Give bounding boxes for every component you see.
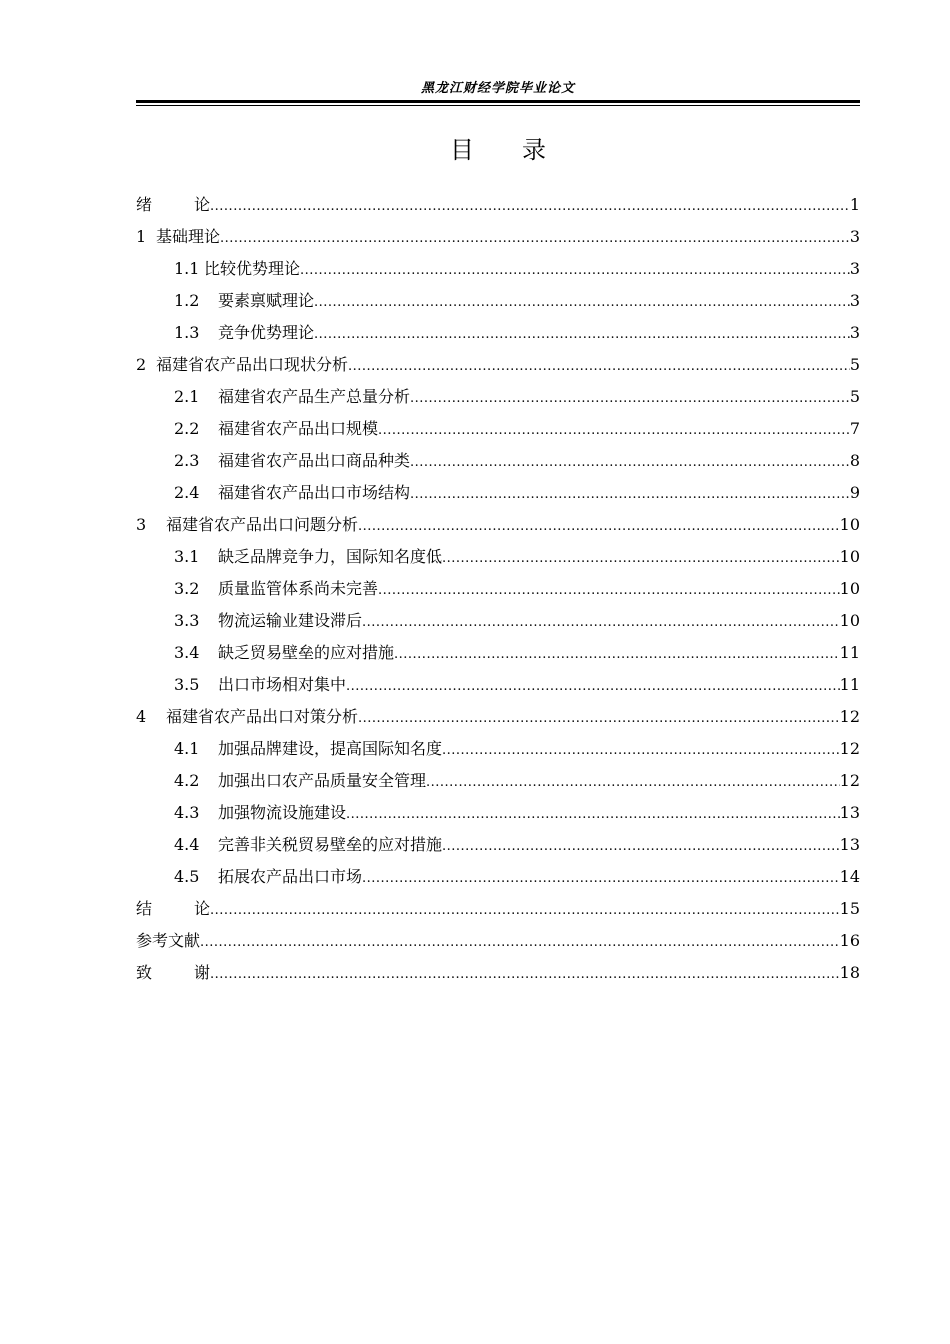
toc-entry-title: 比较优势理论: [204, 259, 301, 278]
toc-entry-section-1-2[interactable]: [136, 288, 860, 320]
running-header-title: 黑龙江财经学院毕业论文: [420, 81, 575, 96]
dot-leader: [410, 482, 850, 508]
toc-entry-section-4-1[interactable]: [136, 736, 860, 768]
toc-entry-number: 2.4: [174, 483, 200, 502]
toc-entry-title: 绪 论: [136, 195, 211, 214]
toc-heading-char-2: 录: [522, 136, 546, 164]
toc-entry-references[interactable]: [136, 928, 860, 960]
toc-entry-title: 质量监管体系尚未完善: [218, 579, 379, 598]
toc-entry-title: 福建省农产品出口现状分析: [156, 355, 349, 374]
toc-entry-title: 基础理论: [156, 227, 221, 246]
toc-entry-title: 出口市场相对集中: [218, 675, 347, 694]
toc-entry-number: 4.1: [174, 739, 200, 758]
toc-entry-title: 竞争优势理论: [218, 323, 315, 342]
toc-page-number: 10: [839, 579, 860, 598]
toc-entry-chapter-4[interactable]: [136, 704, 860, 736]
toc-entry-number: 4: [136, 707, 147, 726]
toc-entry-number: 4.3: [174, 803, 200, 822]
toc-page-number: 3: [849, 323, 860, 342]
toc-entry-number: 1.1: [174, 259, 200, 278]
dot-leader: [314, 290, 850, 316]
dot-leader: [358, 706, 840, 732]
toc-entry-section-2-4[interactable]: [136, 480, 860, 512]
toc-entry-acknowledgements[interactable]: [136, 960, 860, 992]
toc-entry-number: 3.4: [174, 643, 200, 662]
toc-entry-title: 加强品牌建设，提高国际知名度: [218, 739, 443, 758]
toc-entry-conclusion[interactable]: [136, 896, 860, 928]
toc-entry-section-3-4[interactable]: [136, 640, 860, 672]
dot-leader: [348, 354, 850, 380]
toc-entry-number: 2.3: [174, 451, 200, 470]
toc-entry-title: 致 谢: [136, 963, 211, 982]
toc-page-number: 10: [839, 611, 860, 630]
toc-entry-title: 加强出口农产品质量安全管理: [218, 771, 427, 790]
toc-page-number: 12: [839, 739, 860, 758]
toc-entry-title: 缺乏贸易壁垒的应对措施: [218, 643, 395, 662]
toc-entry-section-3-1[interactable]: [136, 544, 860, 576]
toc-entry-number: 3.3: [174, 611, 200, 630]
toc-entry-number: 4.4: [174, 835, 200, 854]
toc-page-number: 8: [849, 451, 860, 470]
toc-entry-title: 结 论: [136, 899, 211, 918]
dot-leader: [346, 674, 840, 700]
toc-entry-section-2-3[interactable]: [136, 448, 860, 480]
table-of-contents: [136, 192, 860, 992]
toc-entry-title: 福建省农产品出口问题分析: [166, 515, 359, 534]
toc-entry-section-2-2[interactable]: [136, 416, 860, 448]
toc-entry-title: 福建省农产品出口对策分析: [166, 707, 359, 726]
dot-leader: [220, 226, 850, 252]
toc-entry-number: 1: [136, 227, 147, 246]
toc-entry-section-4-4[interactable]: [136, 832, 860, 864]
dot-leader: [378, 578, 840, 604]
toc-entry-title: 物流运输业建设滞后: [218, 611, 363, 630]
toc-page-number: 3: [849, 291, 860, 310]
toc-page-number: 13: [839, 835, 860, 854]
toc-entry-section-4-5[interactable]: [136, 864, 860, 896]
toc-page-number: 11: [839, 643, 860, 662]
dot-leader: [426, 770, 840, 796]
toc-entry-title: 拓展农产品出口市场: [218, 867, 363, 886]
toc-page-number: 15: [839, 899, 860, 918]
toc-page-number: 5: [849, 355, 860, 374]
toc-entry-number: 1.2: [174, 291, 200, 310]
dot-leader: [442, 834, 840, 860]
toc-entry-section-3-2[interactable]: [136, 576, 860, 608]
toc-entry-chapter-3[interactable]: [136, 512, 860, 544]
toc-entry-section-4-3[interactable]: [136, 800, 860, 832]
toc-page-number: 12: [839, 771, 860, 790]
toc-page-number: 12: [839, 707, 860, 726]
toc-entry-title: 福建省农产品出口市场结构: [218, 483, 411, 502]
dot-leader: [378, 418, 850, 444]
dot-leader: [358, 514, 840, 540]
toc-entry-number: 2.2: [174, 419, 200, 438]
toc-entry-title: 缺乏品牌竞争力，国际知名度低: [218, 547, 443, 566]
toc-entry-number: 3: [136, 515, 147, 534]
toc-entry-title: 要素禀赋理论: [218, 291, 315, 310]
dot-leader: [410, 450, 850, 476]
toc-entry-title: 加强物流设施建设: [218, 803, 347, 822]
toc-page-number: 3: [849, 227, 860, 246]
toc-page-number: 13: [839, 803, 860, 822]
toc-entry-section-1-3[interactable]: [136, 320, 860, 352]
dot-leader: [300, 258, 850, 284]
toc-entry-number: 3.2: [174, 579, 200, 598]
toc-entry-section-1-1[interactable]: [136, 256, 860, 288]
toc-entry-title: 福建省农产品出口规模: [218, 419, 379, 438]
toc-entry-number: 3.1: [174, 547, 200, 566]
header-rule-thin: [136, 105, 860, 106]
toc-page-number: 18: [839, 963, 860, 982]
toc-entry-number: 1.3: [174, 323, 200, 342]
dot-leader: [210, 194, 850, 220]
toc-page-number: 7: [849, 419, 860, 438]
toc-heading: [136, 134, 860, 166]
dot-leader: [210, 898, 840, 924]
dot-leader: [410, 386, 850, 412]
toc-heading-char-1: 目: [450, 136, 474, 164]
toc-entry-section-2-1[interactable]: [136, 384, 860, 416]
toc-page-number: 10: [839, 547, 860, 566]
toc-page-number: 3: [849, 259, 860, 278]
toc-page-number: 11: [839, 675, 860, 694]
toc-entry-chapter-2[interactable]: [136, 352, 860, 384]
toc-entry-number: 2: [136, 355, 147, 374]
toc-entry-introduction[interactable]: [136, 192, 860, 224]
toc-page-number: 10: [839, 515, 860, 534]
dot-leader: [314, 322, 850, 348]
toc-entry-title: 福建省农产品出口商品种类: [218, 451, 411, 470]
dot-leader: [442, 738, 840, 764]
dot-leader: [442, 546, 840, 572]
toc-entry-number: 3.5: [174, 675, 200, 694]
toc-page-number: 16: [839, 931, 860, 950]
toc-entry-title: 福建省农产品生产总量分析: [218, 387, 411, 406]
dot-leader: [362, 866, 840, 892]
toc-entry-number: 4.2: [174, 771, 200, 790]
toc-entry-title: 完善非关税贸易壁垒的应对措施: [218, 835, 443, 854]
toc-page-number: 1: [849, 195, 860, 214]
toc-entry-number: 2.1: [174, 387, 200, 406]
dot-leader: [346, 802, 840, 828]
toc-entry-number: 4.5: [174, 867, 200, 886]
toc-page-number: 14: [839, 867, 860, 886]
toc-page-number: 5: [849, 387, 860, 406]
toc-entry-section-3-5[interactable]: [136, 672, 860, 704]
toc-entry-section-3-3[interactable]: [136, 608, 860, 640]
dot-leader: [210, 962, 840, 988]
dot-leader: [362, 610, 840, 636]
header-rule-thick: [136, 100, 860, 103]
dot-leader: [394, 642, 840, 668]
toc-entry-section-4-2[interactable]: [136, 768, 860, 800]
toc-entry-chapter-1[interactable]: [136, 224, 860, 256]
toc-entry-title: 参考文献: [136, 931, 201, 950]
dot-leader: [200, 930, 840, 956]
toc-page-number: 9: [849, 483, 860, 502]
